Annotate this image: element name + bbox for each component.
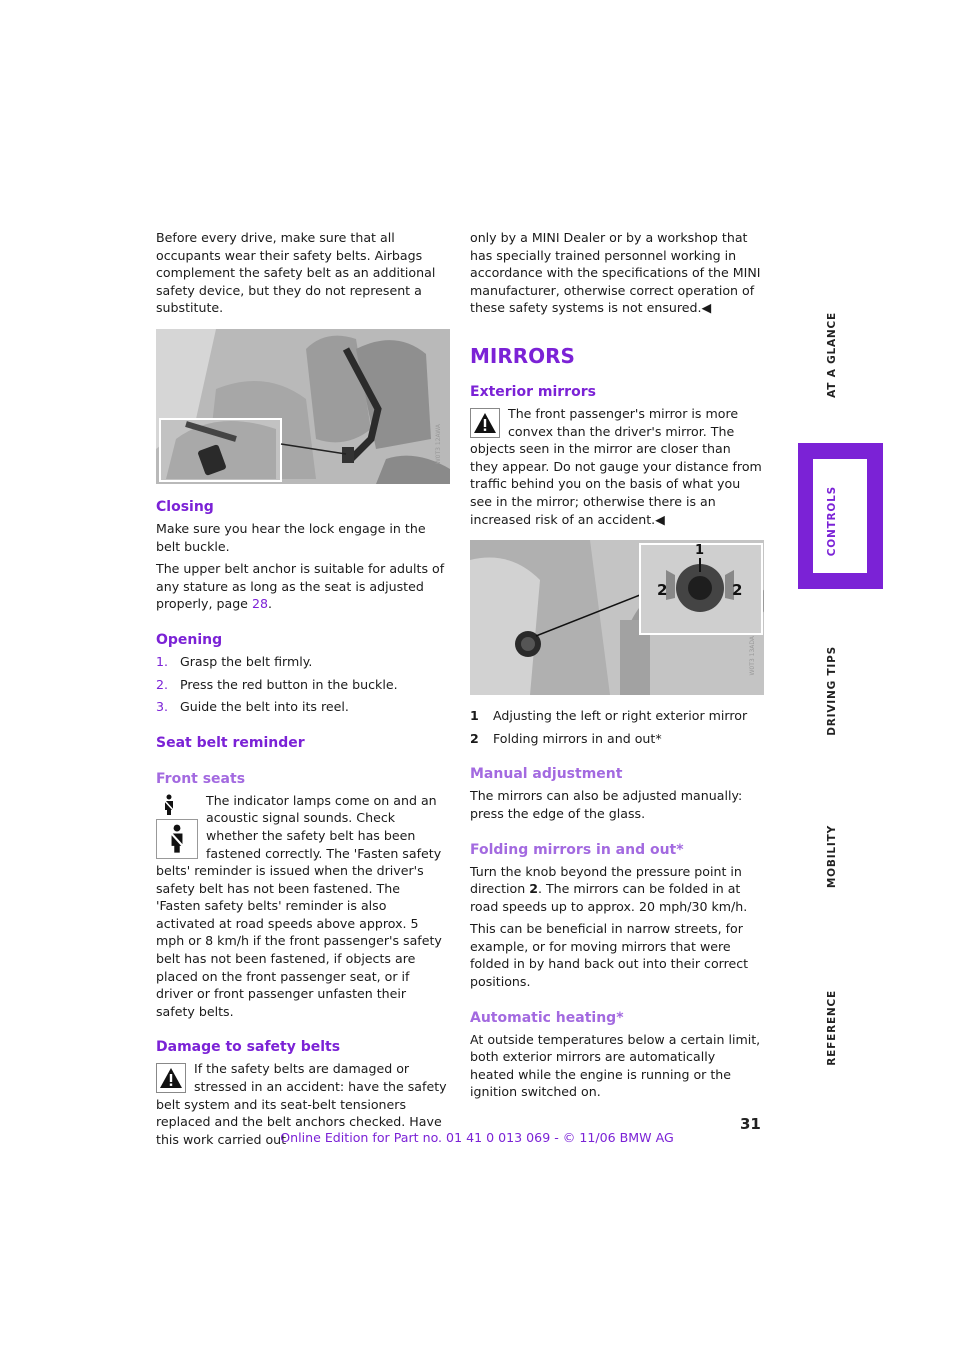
folding-mirrors-heading: Folding mirrors in and out*: [470, 841, 684, 858]
belt-icons: [156, 792, 200, 859]
closing-heading: Closing: [156, 498, 214, 515]
opening-steps: [156, 653, 448, 716]
warning-triangle-icon: [156, 1063, 186, 1093]
tab-at-a-glance[interactable]: AT A GLANCE: [826, 312, 838, 398]
automatic-heating-text: At outside temperatures below a certain limit, both exterior mirrors are automatically heated while the engine is running or the ignition switched on.: [470, 1031, 761, 1100]
step-text: Guide the belt into its reel.: [180, 699, 349, 715]
tab-reference[interactable]: REFERENCE: [826, 990, 838, 1066]
step-number: 1.: [156, 653, 169, 669]
legend-number: 2: [470, 730, 479, 746]
list-item: [156, 653, 448, 671]
mirror-control-photo: [470, 540, 764, 695]
front-seats-heading: Front seats: [156, 770, 246, 787]
automatic-heating-heading: Automatic heating*: [470, 1009, 624, 1026]
closing-text-2b: .: [267, 596, 272, 612]
opening-heading: Opening: [156, 631, 223, 648]
list-item: [156, 676, 448, 694]
damage-text: If the safety belts are damaged or stressed in an accident: have the safety belt system and its seat-belt tensioners replaced and the belt anchors checked. Have this work carried out: [156, 1061, 447, 1147]
seatbelt-illustration: [156, 329, 450, 484]
legend-text: Folding mirrors in and out*: [493, 730, 662, 746]
continued-text: only by a MINI Dealer or by a workshop that has specially trained personnel working in accordance with the specifications of the MINI manufacturer, otherwise correct operation of these safety systems is not ensured.◀: [470, 230, 761, 316]
photo-label-2-left: 2: [657, 581, 668, 600]
legend-item: [470, 707, 762, 725]
reminder-text: The indicator lamps come on and an acoustic signal sounds. Check whether the safety belt has been fastened correctly. The 'Fasten safety belts' reminder is issued when the driver's safety belt has not been fastened. The 'Fasten safety belts' reminder is also activated at road speeds above approx. 5 mph or 8 km/h if the front passenger's safety belt has not been fastened, if objects are placed on the front passenger seat, or if driver or front passenger unfasten their safety belts.: [156, 792, 442, 1019]
legend-text: Adjusting the left or right exterior mirror: [493, 708, 748, 724]
tab-driving-tips[interactable]: DRIVING TIPS: [826, 646, 838, 736]
reminder-block: [156, 792, 448, 1021]
controls-tab-inner: [813, 459, 867, 573]
photo-code: W0T3 13ADA: [749, 635, 757, 676]
step-text: Grasp the belt firmly.: [180, 653, 313, 669]
manual-adjustment-heading: Manual adjustment: [470, 766, 623, 783]
legend-item: [470, 730, 762, 748]
folding-text-2: This can be beneficial in narrow streets, for example, or for moving mirrors that were folded in by hand back out into their correct positions.: [470, 921, 749, 990]
photo-label-2-right: 2: [732, 581, 743, 600]
seatbelt-person-icon: [156, 819, 198, 859]
seatbelt-reminder-heading: Seat belt reminder: [156, 734, 305, 751]
photo-code: W0T3 12AWA: [435, 423, 443, 464]
tab-mobility[interactable]: MOBILITY: [826, 825, 838, 889]
photo-label-1: 1: [695, 543, 705, 559]
closing-text-2a: The upper belt anchor is suitable for adults of any stature as long as the seat is adjusted properly, page: [156, 561, 445, 612]
left-column: [156, 229, 448, 1153]
folding-text-1a: Turn the knob beyond the pressure point in direction: [470, 863, 742, 897]
footer: Online Edition for Part no. 01 41 0 013 069 - © 11/06 BMW AG: [280, 1130, 674, 1145]
step-number: 3.: [156, 699, 169, 715]
legend-number: 1: [470, 708, 479, 724]
folding-direction: 2: [529, 881, 538, 897]
page-28-link[interactable]: 28: [251, 596, 268, 612]
seatbelt-photo: [156, 329, 450, 484]
mirrors-title: MIRRORS: [470, 343, 575, 368]
step-number: 2.: [156, 676, 169, 692]
intro-paragraph: Before every drive, make sure that all occupants wear their safety belts. Airbags complement the safety belt as an additional safety device, but they do not represent a substitute.: [156, 230, 436, 316]
seatbelt-person-icon: [158, 792, 180, 818]
page-number: 31: [740, 1115, 761, 1133]
right-column: [470, 229, 762, 1106]
damage-heading: Damage to safety belts: [156, 1039, 341, 1056]
exterior-warning-block: [470, 405, 762, 528]
tab-controls[interactable]: CONTROLS: [826, 486, 838, 557]
step-text: Press the red button in the buckle.: [180, 676, 398, 692]
closing-text-2: [156, 560, 448, 613]
exterior-mirrors-heading: Exterior mirrors: [470, 383, 596, 400]
warning-triangle-icon: [470, 408, 500, 438]
list-item: [156, 698, 448, 716]
exterior-warning-text: The front passenger's mirror is more convex than the driver's mirror. The objects seen in the mirror are closer than they appear. Do not gauge your distance from traffic behind you on the basis of what you see in the mirror; otherwise there is an increased risk of an accident.◀: [470, 405, 762, 527]
folding-text-1b: . The mirrors can be folded in at road speeds up to approx. 20 mph/30 km/h.: [470, 881, 748, 914]
mirror-control-illustration: [470, 540, 764, 695]
manual-adjustment-text: The mirrors can also be adjusted manually: press the edge of the glass.: [470, 788, 743, 821]
closing-text-1: Make sure you hear the lock engage in the belt buckle.: [156, 520, 426, 554]
folding-text-1: [470, 863, 762, 916]
